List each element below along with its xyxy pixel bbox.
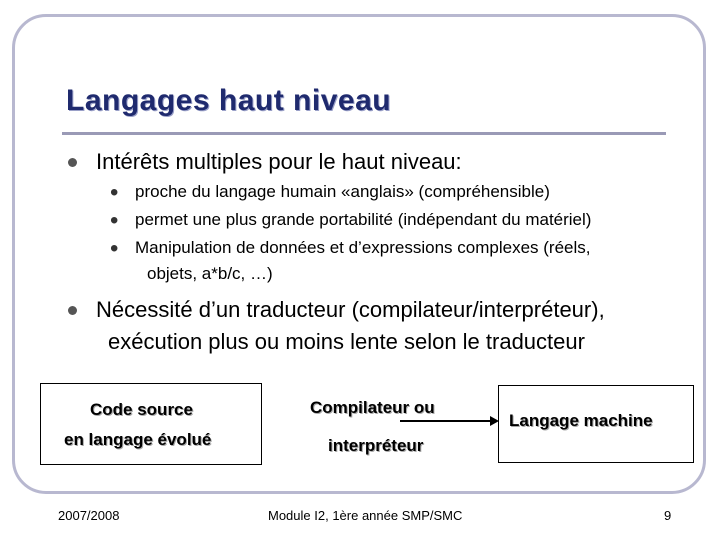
source-box-line-1: Code source: [90, 400, 193, 419]
bullet-1-text: Intérêts multiples pour le haut niveau:: [96, 149, 462, 174]
title-underline: [62, 132, 666, 135]
bullet-dot-1: [68, 158, 77, 167]
bullet-dot-2: [68, 306, 77, 315]
footer-date: 2007/2008: [58, 508, 120, 523]
sub-bullet-1: proche du langage humain «anglais» (compréhensible): [135, 182, 550, 201]
machine-language-label: Langage machine: [509, 411, 653, 430]
sub-bullet-dot-3: •: [110, 235, 119, 262]
bullet-2-line-1: Nécessité d’un traducteur (compilateur/interpréteur),: [96, 297, 605, 322]
source-code-box: [40, 383, 262, 465]
slide-title: Langages haut niveau: [66, 84, 392, 117]
translator-line-1: Compilateur ou: [310, 398, 435, 417]
sub-bullet-2: permet une plus grande portabilité (indépendant du matériel): [135, 210, 592, 229]
bullet-2-line-2: exécution plus ou moins lente selon le traducteur: [108, 329, 585, 354]
sub-bullet-dot-1: •: [110, 179, 119, 206]
footer-course: Module I2, 1ère année SMP/SMC: [268, 508, 463, 523]
footer-page-number: 9: [664, 508, 672, 523]
sub-bullet-3: Manipulation de données et d’expressions complexes (réels,: [135, 238, 591, 257]
sub-bullet-3-continuation: objets, a*b/c, …): [147, 264, 273, 283]
source-box-line-2: en langage évolué: [64, 430, 212, 449]
sub-bullet-dot-2: •: [110, 207, 119, 234]
translator-line-2: interpréteur: [328, 436, 424, 455]
flow-arrow-line: [400, 420, 494, 422]
